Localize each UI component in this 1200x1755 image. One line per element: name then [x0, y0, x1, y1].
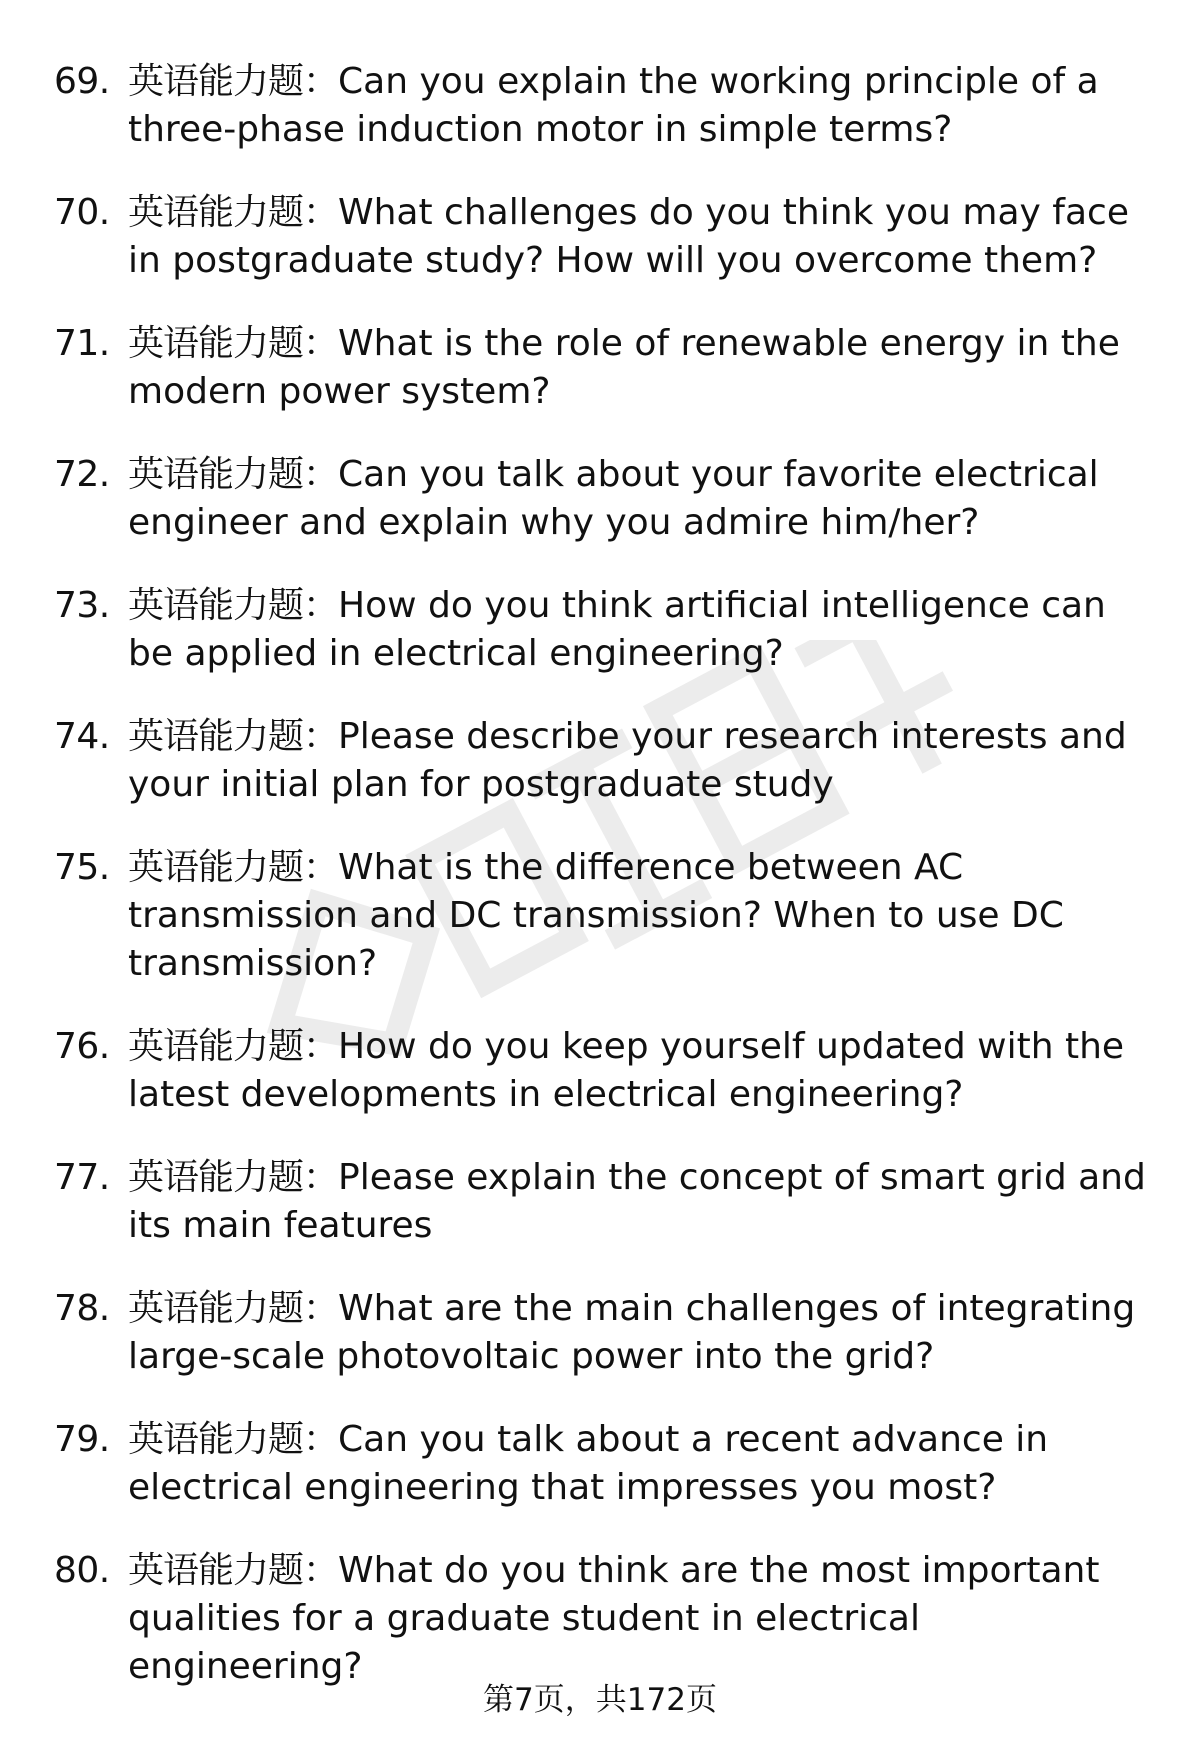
question-text: How do you keep yourself updated with the latest developments in electrical engineering? [128, 1026, 1125, 1115]
question-body [128, 320, 1154, 416]
question-number: 80. [54, 1550, 110, 1591]
question-number: 74. [54, 716, 110, 757]
question-item [54, 1154, 1154, 1250]
question-number: 71. [54, 323, 110, 364]
question-body [128, 844, 1154, 988]
question-body [128, 451, 1154, 547]
question-category: 英语能力题： [128, 192, 339, 233]
question-category: 英语能力题： [128, 1550, 339, 1591]
question-body [128, 713, 1154, 809]
question-number: 73. [54, 585, 110, 626]
question-text: What challenges do you think you may face in postgraduate study? How will you overcome them? [128, 192, 1129, 281]
question-category: 英语能力题： [128, 323, 339, 364]
question-text: Can you talk about your favorite electrical engineer and explain why you admire him/her? [128, 454, 1099, 543]
question-item [54, 58, 1154, 154]
question-number: 76. [54, 1026, 110, 1067]
question-text: What is the role of renewable energy in the modern power system? [128, 323, 1120, 412]
question-category: 英语能力题： [128, 454, 339, 495]
question-item [54, 189, 1154, 285]
question-item [54, 1416, 1154, 1512]
question-text: Please describe your research interests and your initial plan for postgraduate study [128, 716, 1127, 805]
question-body [128, 582, 1154, 678]
question-text: How do you think artificial intelligence can be applied in electrical engineering? [128, 585, 1106, 674]
question-text: Can you explain the working principle of a three-phase induction motor in simple terms? [128, 61, 1099, 150]
question-number: 72. [54, 454, 110, 495]
question-item [54, 713, 1154, 809]
question-category: 英语能力题： [128, 1288, 339, 1329]
question-text: What do you think are the most important qualities for a graduate student in electrical engineering? [128, 1550, 1100, 1687]
question-body [128, 1023, 1154, 1119]
question-category: 英语能力题： [128, 585, 339, 626]
question-number: 75. [54, 847, 110, 888]
question-body [128, 1154, 1154, 1250]
question-list [54, 58, 1154, 1726]
question-item [54, 320, 1154, 416]
question-body [128, 58, 1154, 154]
question-text: What is the difference between AC transmission and DC transmission? When to use DC transmission? [128, 847, 1064, 984]
question-number: 78. [54, 1288, 110, 1329]
question-body [128, 1285, 1154, 1381]
question-number: 69. [54, 61, 110, 102]
question-number: 77. [54, 1157, 110, 1198]
question-item [54, 1023, 1154, 1119]
question-body [128, 189, 1154, 285]
question-text: Can you talk about a recent advance in electrical engineering that impresses you most? [128, 1419, 1049, 1508]
question-item [54, 451, 1154, 547]
question-number: 79. [54, 1419, 110, 1460]
question-body [128, 1547, 1154, 1691]
question-body [128, 1416, 1154, 1512]
question-category: 英语能力题： [128, 716, 339, 757]
question-item [54, 844, 1154, 988]
question-number: 70. [54, 192, 110, 233]
question-category: 英语能力题： [128, 61, 339, 102]
question-text: Please explain the concept of smart grid and its main features [128, 1157, 1146, 1246]
page-footer: 第7页，共172页 [483, 1682, 717, 1718]
question-category: 英语能力题： [128, 1157, 339, 1198]
question-item [54, 1285, 1154, 1381]
question-text: What are the main challenges of integrating large-scale photovoltaic power into the grid? [128, 1288, 1136, 1377]
question-item [54, 582, 1154, 678]
question-category: 英语能力题： [128, 847, 339, 888]
question-category: 英语能力题： [128, 1419, 339, 1460]
question-item [54, 1547, 1154, 1691]
question-category: 英语能力题： [128, 1026, 339, 1067]
